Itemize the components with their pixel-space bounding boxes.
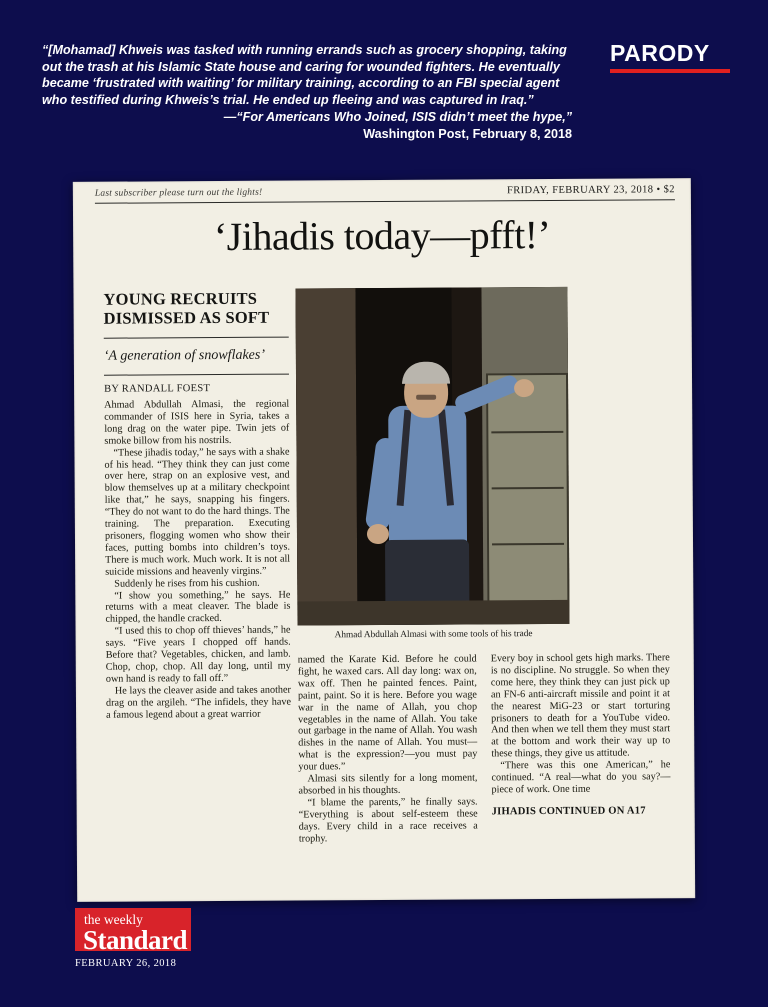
article-deck: ‘A generation of snowflakes’ <box>103 347 266 364</box>
parody-label: PARODY <box>610 40 710 66</box>
lower-columns <box>298 652 671 845</box>
article-photo-block <box>295 287 569 644</box>
photo-caption: Ahmad Abdullah Almasi with some tools of his trade <box>334 629 533 641</box>
newspaper-page <box>73 178 695 902</box>
top-quote-area <box>0 0 768 178</box>
column-2-body <box>298 653 478 845</box>
masthead-rule <box>95 199 675 204</box>
column-1-body <box>104 399 291 722</box>
masthead <box>95 184 675 199</box>
issue-date: FEBRUARY 26, 2018 <box>75 958 177 969</box>
paragraph: “I blame the parents,” he finally says. “Everything is about self-esteem these days. Every child in a race receives a trophy. <box>298 796 478 845</box>
column-2 <box>298 653 478 845</box>
article-headline: ‘Jihadis today—pfft!’ <box>213 211 551 260</box>
column-3-body <box>491 652 671 796</box>
paragraph: “I show you something,” he says. He returns with a meat cleaver. The blade is chipped, the handle cracked. <box>105 589 291 626</box>
parody-rule <box>610 69 730 73</box>
paragraph: He lays the cleaver aside and takes another drag on the argileh. “The infidels, they have a famous legend about a great warrior <box>105 684 292 721</box>
pull-quote-attribution-2: Washington Post, February 8, 2018 <box>363 126 572 141</box>
logo-standard-text: Standard <box>83 925 188 955</box>
paragraph: “I used this to chop off thieves’ hands,” he says. “Five years I chopped off hands. Before that? Vegetables, chicken, and lamb. Chop, chop, chop. All day long, until my own hand is ready to fall off.” <box>105 624 291 685</box>
paragraph: Every boy in school gets high marks. There is no discipline. No struggle. So when they come here, they think they can just pick up an FN-6 anti-aircraft missile and point it at the nearest MiG-23 or start torturing prisoners to death for a YouTube video. And then when we tell them they must start at the bottom and work their way up to these things, they give us attitude. <box>490 652 671 760</box>
article-subhead: YOUNG RECRUITS DISMISSED AS SOFT <box>103 288 270 328</box>
masthead-date: FRIDAY, FEBRUARY 23, 2018 • $2 <box>506 184 675 197</box>
paragraph: “There was this one American,” he continued. “A real—what do you say?—piece of work. One time <box>491 759 671 796</box>
pull-quote-text: “[Mohamad] Khweis was tasked with running errands such as grocery shopping, taking out the trash at his Islamic State house and caring for wounded fighters. He eventually became ‘frustrated with waiting’ for military training, according to an FBI special agent who testified during Khweis’s trial. He ended up fleeing and was captured in Iraq.” <box>42 43 567 107</box>
parody-badge <box>610 40 730 73</box>
column-3 <box>491 652 671 844</box>
pull-quote <box>42 42 572 142</box>
article-byline: BY RANDALL FOEST <box>104 383 211 395</box>
article-photo <box>295 287 569 626</box>
magazine-logo-block <box>75 908 295 969</box>
masthead-left-text: Last subscriber please turn out the lights! <box>94 187 263 199</box>
deck-rule <box>104 374 289 376</box>
logo-mark <box>75 908 191 955</box>
subhead-rule <box>104 337 289 339</box>
paragraph: Suddenly he rises from his cushion. <box>114 577 260 590</box>
paragraph: named the Karate Kid. Before he could fight, he waxed cars. All day long: wax on, wax off. Then he painted fences. Paint, paint, paint. So it is here. Before you wage war in the name of Allah, you chop vegetables in the name of Allah. You take out garbage in the name of Allah. You wash dishes in the name of Allah. You must—what is the expression?—you must pay your dues.” <box>297 653 478 773</box>
logo-weekly-text: the weekly <box>84 912 143 927</box>
pull-quote-attribution-1: —“For Americans Who Joined, ISIS didn’t meet the hype,” <box>223 110 572 124</box>
paragraph: “These jihadis today,” he says with a shake of his head. “They think they can just come over here, strap on an explosive vest, and blow themselves up at a military checkpoint like that,” he says, snapping his fingers. “They do not want to do the hard things. The training. The preparation. Executing prisoners, flogging women who show their faces, putting bombs into children’s toys. There is much work. Much work. It is not all suicide missions and heavenly virgins.” <box>104 446 291 578</box>
paragraph: Ahmad Abdullah Almasi, the regional commander of ISIS here in Syria, takes a long drag on the water pipe. Twin jets of smoke billow from his nostrils. <box>104 398 290 447</box>
continued-line: JIHADIS CONTINUED ON A17 <box>491 805 646 818</box>
paragraph: Almasi sits silently for a long moment, absorbed in his thoughts. <box>298 772 478 797</box>
left-column <box>103 289 291 722</box>
